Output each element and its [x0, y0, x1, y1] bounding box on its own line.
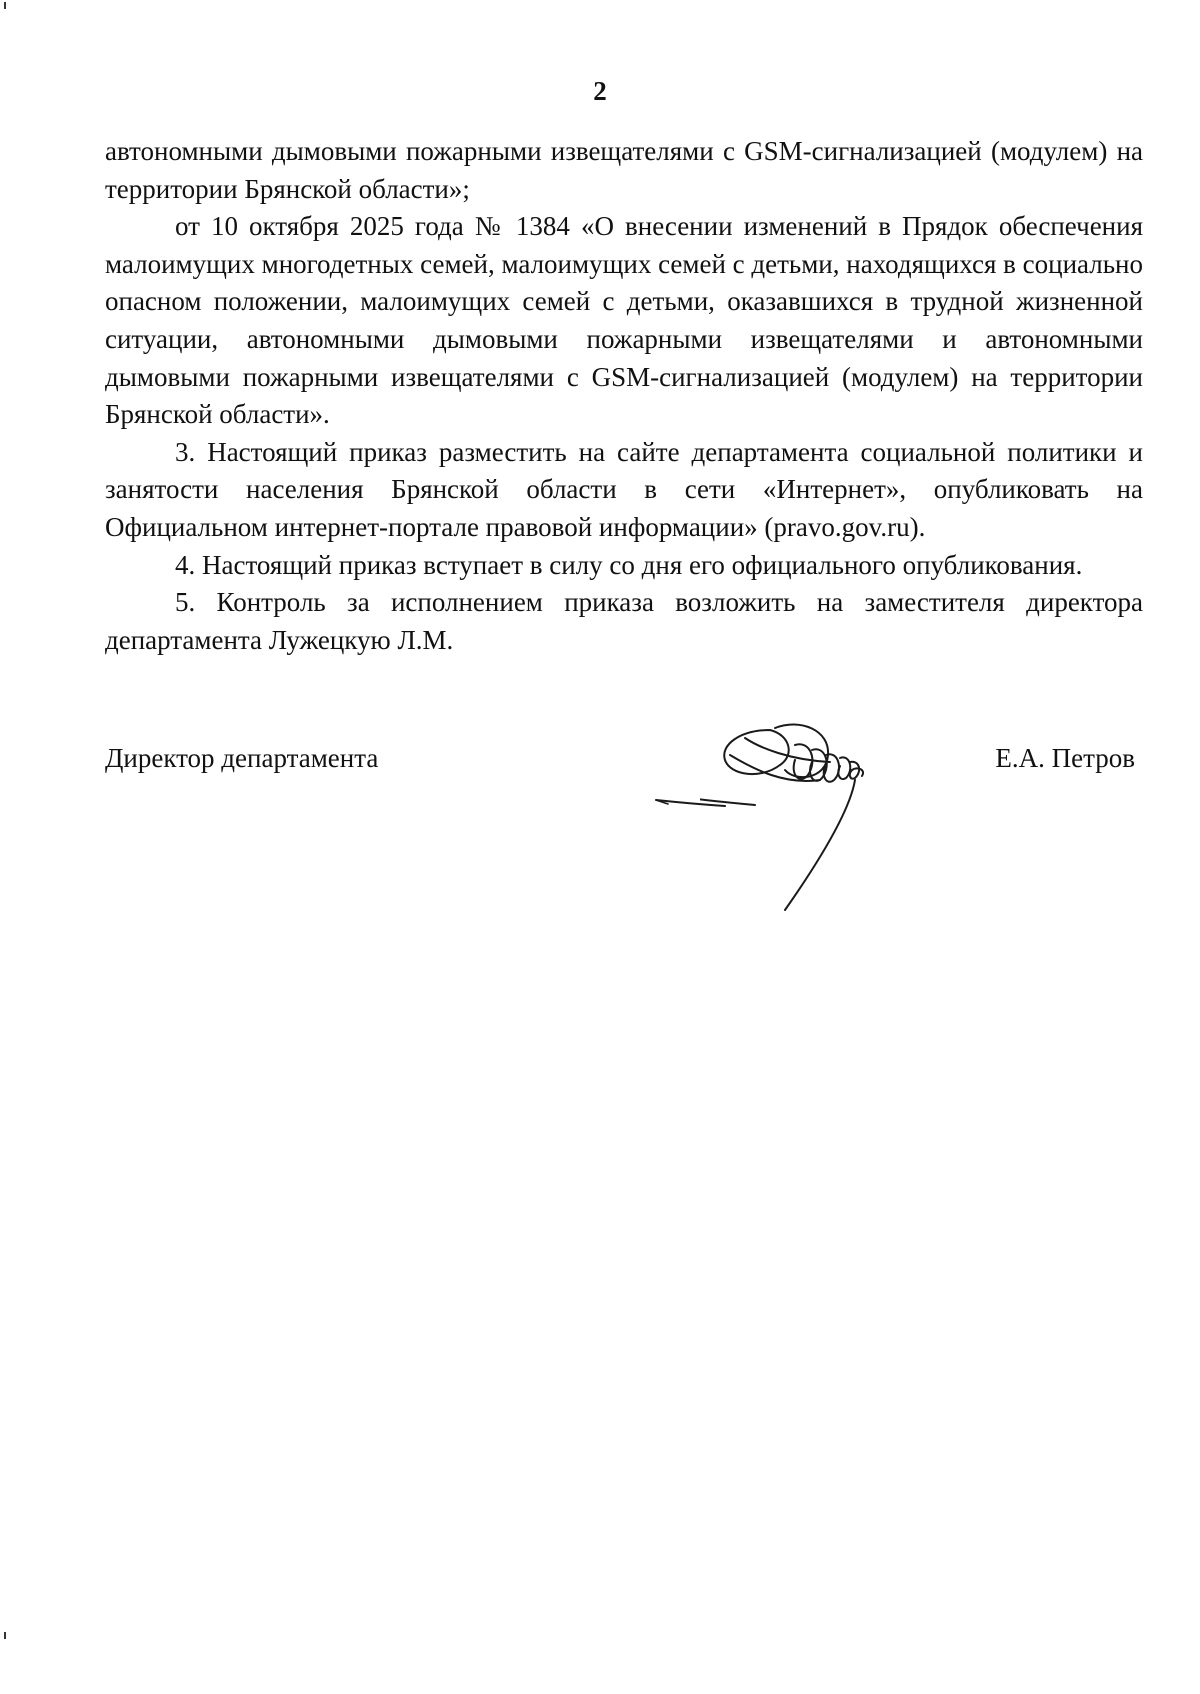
paragraph-order-reference: от 10 октября 2025 года № 1384 «О внесении изменений в Прядок обеспечения малоимущих многодетных семей, малоимущих семей с детьми, находящихся в социально опасном положении, малоимущих семей с детьми, оказавшихся в трудной жизненной ситуации, автономными дымовыми пожарными извещателями и автономными дымовыми пожарными извещателями с GSM-сигнализацией (модулем) на территории Брянской области». [105, 211, 1143, 430]
signer-name: Е.А. Петров [995, 743, 1135, 773]
scan-mark [4, 2, 6, 9]
paragraph-item-5: 5. Контроль за исполнением приказа возложить на заместителя директора департамента Лужецкую Л.М. [105, 587, 1143, 655]
signature-stroke [650, 790, 730, 820]
page-number: 2 [593, 76, 607, 106]
document-body [105, 133, 1143, 659]
paragraph-continuation: автономными дымовыми пожарными извещателями с GSM-сигнализацией (модулем) на территории Брянской области»; [105, 136, 1143, 204]
signature-block [105, 738, 1143, 778]
handwritten-signature [700, 700, 940, 915]
paragraph-item-3: 3. Настоящий приказ разместить на сайте департамента социальной политики и занятости населения Брянской области в сети «Интернет», опубликовать на Официальном интернет-портале правовой информации» (pravo.gov.ru). [105, 436, 1143, 542]
signer-title: Директор департамента [105, 743, 379, 773]
scan-mark [4, 1632, 6, 1639]
paragraph-item-4: 4. Настоящий приказ вступает в силу со дня его официального опубликования. [175, 549, 1083, 580]
